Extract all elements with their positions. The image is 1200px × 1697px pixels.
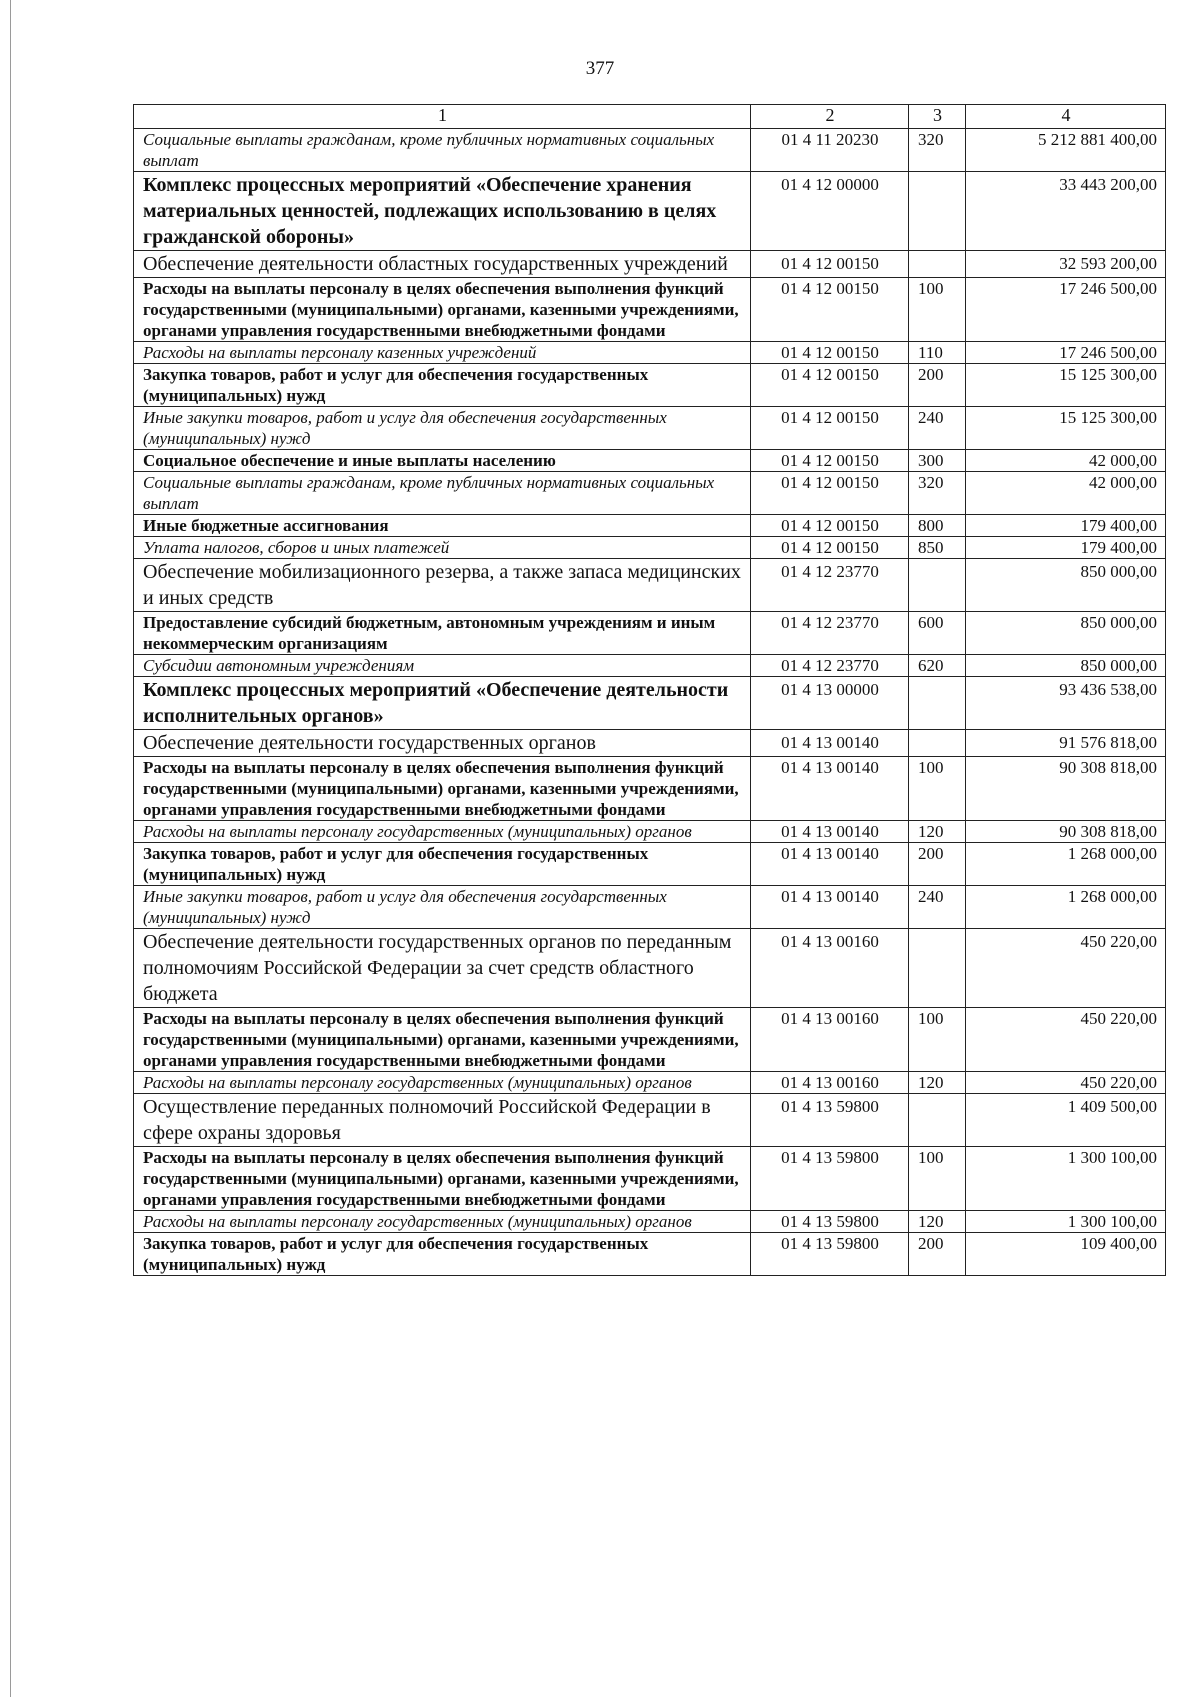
target-code-cell: 01 4 12 00150 bbox=[751, 472, 909, 515]
target-code-cell: 01 4 13 00140 bbox=[751, 730, 909, 757]
amount-cell: 850 000,00 bbox=[966, 612, 1166, 655]
target-code-cell: 01 4 13 59800 bbox=[751, 1094, 909, 1147]
table-row bbox=[134, 172, 1166, 251]
target-code-cell: 01 4 12 00150 bbox=[751, 450, 909, 472]
table-row bbox=[134, 559, 1166, 612]
table-row bbox=[134, 472, 1166, 515]
expense-name-cell: Расходы на выплаты персоналу казенных учреждений bbox=[134, 342, 751, 364]
expense-type-cell: 100 bbox=[909, 1008, 966, 1072]
budget-table bbox=[133, 104, 1166, 1276]
expense-type-cell bbox=[909, 1094, 966, 1147]
expense-name-cell: Обеспечение деятельности государственных органов bbox=[134, 730, 751, 757]
expense-name-cell: Комплекс процессных мероприятий «Обеспечение хранения материальных ценностей, подлежащих использованию в целях гражданской обороны» bbox=[134, 172, 751, 251]
expense-name-cell: Иные закупки товаров, работ и услуг для обеспечения государственных (муниципальных) нужд bbox=[134, 886, 751, 929]
expense-name-cell: Иные бюджетные ассигнования bbox=[134, 515, 751, 537]
amount-cell: 179 400,00 bbox=[966, 537, 1166, 559]
header-cell-3: 3 bbox=[909, 105, 966, 129]
amount-cell: 1 300 100,00 bbox=[966, 1147, 1166, 1211]
expense-type-cell bbox=[909, 172, 966, 251]
expense-name-cell: Предоставление субсидий бюджетным, автономным учреждениям и иным некоммерческим организациям bbox=[134, 612, 751, 655]
header-cell-2: 2 bbox=[751, 105, 909, 129]
table-row bbox=[134, 537, 1166, 559]
expense-type-cell: 240 bbox=[909, 886, 966, 929]
amount-cell: 42 000,00 bbox=[966, 450, 1166, 472]
table-row bbox=[134, 843, 1166, 886]
table-row bbox=[134, 612, 1166, 655]
expense-name-cell: Расходы на выплаты персоналу государственных (муниципальных) органов bbox=[134, 1211, 751, 1233]
target-code-cell: 01 4 13 00140 bbox=[751, 757, 909, 821]
amount-cell: 850 000,00 bbox=[966, 655, 1166, 677]
target-code-cell: 01 4 12 00150 bbox=[751, 537, 909, 559]
table-row bbox=[134, 1008, 1166, 1072]
table-row bbox=[134, 1072, 1166, 1094]
expense-name-cell: Закупка товаров, работ и услуг для обеспечения государственных (муниципальных) нужд bbox=[134, 1233, 751, 1276]
table-row bbox=[134, 515, 1166, 537]
header-cell-1: 1 bbox=[134, 105, 751, 129]
expense-type-cell: 620 bbox=[909, 655, 966, 677]
table-row bbox=[134, 730, 1166, 757]
target-code-cell: 01 4 12 23770 bbox=[751, 559, 909, 612]
table-header bbox=[134, 105, 1166, 129]
expense-type-cell: 320 bbox=[909, 129, 966, 172]
expense-type-cell: 100 bbox=[909, 278, 966, 342]
expense-name-cell: Расходы на выплаты персоналу в целях обеспечения выполнения функций государственными (муниципальными) органами, казенными учреждениями, органами управления государственными внебюджетными фондами bbox=[134, 1008, 751, 1072]
amount-cell: 93 436 538,00 bbox=[966, 677, 1166, 730]
expense-name-cell: Уплата налогов, сборов и иных платежей bbox=[134, 537, 751, 559]
expense-name-cell: Закупка товаров, работ и услуг для обеспечения государственных (муниципальных) нужд bbox=[134, 364, 751, 407]
expense-name-cell: Обеспечение деятельности областных государственных учреждений bbox=[134, 251, 751, 278]
expense-type-cell bbox=[909, 730, 966, 757]
target-code-cell: 01 4 13 00140 bbox=[751, 886, 909, 929]
table-row bbox=[134, 342, 1166, 364]
amount-cell: 1 300 100,00 bbox=[966, 1211, 1166, 1233]
table-row bbox=[134, 129, 1166, 172]
amount-cell: 90 308 818,00 bbox=[966, 821, 1166, 843]
target-code-cell: 01 4 12 00000 bbox=[751, 172, 909, 251]
target-code-cell: 01 4 13 00160 bbox=[751, 1008, 909, 1072]
amount-cell: 15 125 300,00 bbox=[966, 407, 1166, 450]
table-row bbox=[134, 1233, 1166, 1276]
amount-cell: 1 268 000,00 bbox=[966, 886, 1166, 929]
target-code-cell: 01 4 11 20230 bbox=[751, 129, 909, 172]
expense-type-cell: 100 bbox=[909, 757, 966, 821]
expense-type-cell bbox=[909, 251, 966, 278]
amount-cell: 450 220,00 bbox=[966, 1008, 1166, 1072]
expense-name-cell: Закупка товаров, работ и услуг для обеспечения государственных (муниципальных) нужд bbox=[134, 843, 751, 886]
expense-type-cell: 100 bbox=[909, 1147, 966, 1211]
target-code-cell: 01 4 13 00160 bbox=[751, 1072, 909, 1094]
expense-type-cell: 300 bbox=[909, 450, 966, 472]
expense-name-cell: Осуществление переданных полномочий Российской Федерации в сфере охраны здоровья bbox=[134, 1094, 751, 1147]
expense-name-cell: Расходы на выплаты персоналу в целях обеспечения выполнения функций государственными (муниципальными) органами, казенными учреждениями, органами управления государственными внебюджетными фондами bbox=[134, 1147, 751, 1211]
table-row bbox=[134, 1211, 1166, 1233]
expense-name-cell: Обеспечение мобилизационного резерва, а также запаса медицинских и иных средств bbox=[134, 559, 751, 612]
table-row bbox=[134, 450, 1166, 472]
target-code-cell: 01 4 12 23770 bbox=[751, 612, 909, 655]
expense-name-cell: Обеспечение деятельности государственных органов по переданным полномочиям Российской Федерации за счет средств областного бюджета bbox=[134, 929, 751, 1008]
expense-type-cell bbox=[909, 677, 966, 730]
table-row bbox=[134, 364, 1166, 407]
expense-name-cell: Расходы на выплаты персоналу в целях обеспечения выполнения функций государственными (муниципальными) органами, казенными учреждениями, органами управления государственными внебюджетными фондами bbox=[134, 278, 751, 342]
expense-type-cell: 320 bbox=[909, 472, 966, 515]
table-row bbox=[134, 407, 1166, 450]
target-code-cell: 01 4 13 00140 bbox=[751, 821, 909, 843]
amount-cell: 17 246 500,00 bbox=[966, 342, 1166, 364]
target-code-cell: 01 4 12 23770 bbox=[751, 655, 909, 677]
amount-cell: 450 220,00 bbox=[966, 1072, 1166, 1094]
amount-cell: 42 000,00 bbox=[966, 472, 1166, 515]
target-code-cell: 01 4 12 00150 bbox=[751, 251, 909, 278]
expense-name-cell: Комплекс процессных мероприятий «Обеспечение деятельности исполнительных органов» bbox=[134, 677, 751, 730]
expense-name-cell: Иные закупки товаров, работ и услуг для обеспечения государственных (муниципальных) нужд bbox=[134, 407, 751, 450]
amount-cell: 91 576 818,00 bbox=[966, 730, 1166, 757]
target-code-cell: 01 4 12 00150 bbox=[751, 278, 909, 342]
header-cell-4: 4 bbox=[966, 105, 1166, 129]
amount-cell: 90 308 818,00 bbox=[966, 757, 1166, 821]
expense-type-cell: 600 bbox=[909, 612, 966, 655]
table-row bbox=[134, 251, 1166, 278]
expense-type-cell: 200 bbox=[909, 1233, 966, 1276]
amount-cell: 33 443 200,00 bbox=[966, 172, 1166, 251]
amount-cell: 1 268 000,00 bbox=[966, 843, 1166, 886]
table-row bbox=[134, 278, 1166, 342]
header-row bbox=[134, 105, 1166, 129]
target-code-cell: 01 4 12 00150 bbox=[751, 342, 909, 364]
table-body bbox=[134, 129, 1166, 1276]
amount-cell: 850 000,00 bbox=[966, 559, 1166, 612]
target-code-cell: 01 4 13 59800 bbox=[751, 1211, 909, 1233]
expense-type-cell: 110 bbox=[909, 342, 966, 364]
table-row bbox=[134, 929, 1166, 1008]
target-code-cell: 01 4 13 00000 bbox=[751, 677, 909, 730]
amount-cell: 32 593 200,00 bbox=[966, 251, 1166, 278]
expense-name-cell: Расходы на выплаты персоналу государственных (муниципальных) органов bbox=[134, 821, 751, 843]
expense-name-cell: Социальные выплаты гражданам, кроме публичных нормативных социальных выплат bbox=[134, 472, 751, 515]
table-row bbox=[134, 821, 1166, 843]
expense-name-cell: Расходы на выплаты персоналу в целях обеспечения выполнения функций государственными (муниципальными) органами, казенными учреждениями, органами управления государственными внебюджетными фондами bbox=[134, 757, 751, 821]
expense-type-cell: 200 bbox=[909, 843, 966, 886]
amount-cell: 450 220,00 bbox=[966, 929, 1166, 1008]
table-row bbox=[134, 757, 1166, 821]
target-code-cell: 01 4 13 59800 bbox=[751, 1233, 909, 1276]
table-row bbox=[134, 886, 1166, 929]
expense-type-cell: 120 bbox=[909, 821, 966, 843]
expense-type-cell: 200 bbox=[909, 364, 966, 407]
target-code-cell: 01 4 12 00150 bbox=[751, 364, 909, 407]
expense-name-cell: Социальное обеспечение и иные выплаты населению bbox=[134, 450, 751, 472]
table-row bbox=[134, 1147, 1166, 1211]
target-code-cell: 01 4 12 00150 bbox=[751, 515, 909, 537]
expense-name-cell: Расходы на выплаты персоналу государственных (муниципальных) органов bbox=[134, 1072, 751, 1094]
amount-cell: 5 212 881 400,00 bbox=[966, 129, 1166, 172]
expense-type-cell: 850 bbox=[909, 537, 966, 559]
amount-cell: 109 400,00 bbox=[966, 1233, 1166, 1276]
expense-name-cell: Субсидии автономным учреждениям bbox=[134, 655, 751, 677]
expense-type-cell: 120 bbox=[909, 1072, 966, 1094]
page-number: 377 bbox=[585, 58, 615, 79]
expense-type-cell bbox=[909, 559, 966, 612]
amount-cell: 1 409 500,00 bbox=[966, 1094, 1166, 1147]
table-row bbox=[134, 1094, 1166, 1147]
expense-type-cell: 240 bbox=[909, 407, 966, 450]
target-code-cell: 01 4 13 00160 bbox=[751, 929, 909, 1008]
scan-edge-line bbox=[10, 0, 11, 1697]
table-row bbox=[134, 655, 1166, 677]
amount-cell: 17 246 500,00 bbox=[966, 278, 1166, 342]
amount-cell: 15 125 300,00 bbox=[966, 364, 1166, 407]
expense-name-cell: Социальные выплаты гражданам, кроме публичных нормативных социальных выплат bbox=[134, 129, 751, 172]
target-code-cell: 01 4 13 00140 bbox=[751, 843, 909, 886]
expense-type-cell bbox=[909, 929, 966, 1008]
expense-type-cell: 120 bbox=[909, 1211, 966, 1233]
target-code-cell: 01 4 13 59800 bbox=[751, 1147, 909, 1211]
target-code-cell: 01 4 12 00150 bbox=[751, 407, 909, 450]
table-row bbox=[134, 677, 1166, 730]
expense-type-cell: 800 bbox=[909, 515, 966, 537]
amount-cell: 179 400,00 bbox=[966, 515, 1166, 537]
